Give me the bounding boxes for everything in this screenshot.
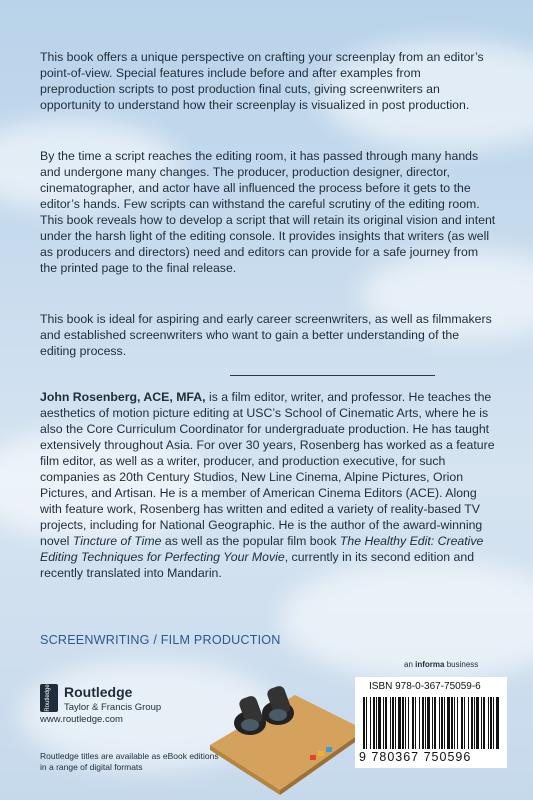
barcode-bar xyxy=(408,697,409,749)
paragraph: This book is ideal for aspiring and early career screenwriters, as well as filmmakers and established screenwriters who want to gain a better understanding of the editing process. xyxy=(40,312,492,358)
bio-text: , currently in its second edition and recently translated into Mandarin. xyxy=(40,550,475,580)
divider xyxy=(230,375,435,376)
publisher-name: Routledge xyxy=(64,684,133,700)
barcode-bar xyxy=(412,697,414,749)
barcode-bar xyxy=(447,697,450,749)
description-paragraph-1 xyxy=(40,49,496,113)
barcode-bar xyxy=(376,697,377,749)
barcode-bar xyxy=(427,697,430,749)
barcode-icon xyxy=(363,697,499,749)
barcode-bar xyxy=(363,697,365,749)
barcode-bar xyxy=(441,697,443,749)
barcode-bar xyxy=(461,697,463,749)
barcode-bar xyxy=(366,697,367,749)
barcode-bar xyxy=(444,697,445,749)
description-paragraph-2 xyxy=(40,148,496,276)
isbn-number: 9 780367 750596 xyxy=(359,750,472,764)
isbn-barcode xyxy=(355,677,507,768)
author-name: John Rosenberg, ACE, MFA, xyxy=(40,390,206,404)
bio-text: as well as the popular film book xyxy=(161,534,340,548)
barcode-bar xyxy=(415,697,416,749)
barcode-bar xyxy=(439,697,440,749)
barcode-bar xyxy=(493,697,494,749)
barcode-bar xyxy=(496,697,499,749)
barcode-bar xyxy=(419,697,420,749)
barcode-bar xyxy=(490,697,492,749)
barcode-bar xyxy=(392,697,394,749)
barcode-bar xyxy=(468,697,469,749)
barcode-bar xyxy=(422,697,424,749)
author-bio xyxy=(40,389,496,581)
barcode-bar xyxy=(474,697,475,749)
barcode-bar xyxy=(398,697,401,749)
book-title: The Healthy Edit: Creative Editing Techniques for Perfecting Your Movie xyxy=(40,534,484,564)
isbn-label: ISBN 978-0-367-75059-6 xyxy=(369,681,481,692)
barcode-bar xyxy=(385,697,387,749)
barcode-bar xyxy=(383,697,384,749)
barcode-bar xyxy=(454,697,455,749)
barcode-bar xyxy=(464,697,465,749)
paragraph: This book offers a unique perspective on crafting your screenplay from an editor’s point-of-view. Special features include before and after examples from preproduction scripts to post production final cuts, giving screenwriters an opportunity to understand how their screenplay is visualized in post production. xyxy=(40,50,484,112)
barcode-bar xyxy=(425,697,426,749)
barcode-bar xyxy=(378,697,381,749)
barcode-bar xyxy=(476,697,479,749)
category-label: SCREENWRITING / FILM PRODUCTION xyxy=(40,633,281,647)
bio-text: is a film editor, writer, and professor. He teaches the aesthetics of motion picture editing at USC’s School of Cinematic Arts, where he is also the Core Curriculum Coordinator for undergraduate production. He has taught extensively throughout Asia. For over 30 years, Rosenberg has worked as a feature film editor, as well as a writer, producer, and production executive, for such companies as 20th Century Studios, New Line Cinema, Alpine Pictures, Orion Pictures, and Artisan. He is a member of American Cinema Editors (ACE). Along with feature work, Rosenberg has written and edited a variety of reality-based TV projects, including for National Geographic. He is the author of the award-winning novel xyxy=(40,390,495,548)
barcode-bar xyxy=(390,697,391,749)
barcode-bar xyxy=(451,697,453,749)
novel-title: Tincture of Time xyxy=(72,534,162,548)
barcode-bar xyxy=(373,697,375,749)
barcode-bar xyxy=(481,697,482,749)
paragraph: By the time a script reaches the editing room, it has passed through many hands and undergone many changes. The producer, production designer, director, cinematographer, and actor have all influenced the process before it gets to the editor’s hands. Few scripts can withstand the careful scrutiny of the editing room. This book reveals how to develop a script that will retain its original vision and intent under the harsh light of the editing console. It provides insights that writers (as well as producers and directors) need and editors can provide for a safe journey from the printed page to the final release. xyxy=(40,149,496,275)
barcode-bar xyxy=(457,697,458,749)
barcode-bar xyxy=(395,697,396,749)
binoculars-illustration xyxy=(200,675,370,795)
barcode-bar xyxy=(432,697,433,749)
barcode-bar xyxy=(402,697,404,749)
barcode-bar xyxy=(488,697,489,749)
publisher-url: www.routledge.com xyxy=(40,714,123,725)
publisher-group: Taylor & Francis Group xyxy=(64,702,162,713)
barcode-bar xyxy=(471,697,473,749)
barcode-bar xyxy=(483,697,485,749)
barcode-bar xyxy=(434,697,436,749)
barcode-bar xyxy=(370,697,371,749)
description-paragraph-3 xyxy=(40,311,496,359)
routledge-logo-icon xyxy=(40,684,58,712)
ebook-note: Routledge titles are available as eBook editions in a range of digital formats xyxy=(40,751,219,772)
logo-spine-text: Routledge xyxy=(45,684,51,712)
informa-business-label: an informa business xyxy=(404,660,479,669)
barcode-bar xyxy=(405,697,406,749)
